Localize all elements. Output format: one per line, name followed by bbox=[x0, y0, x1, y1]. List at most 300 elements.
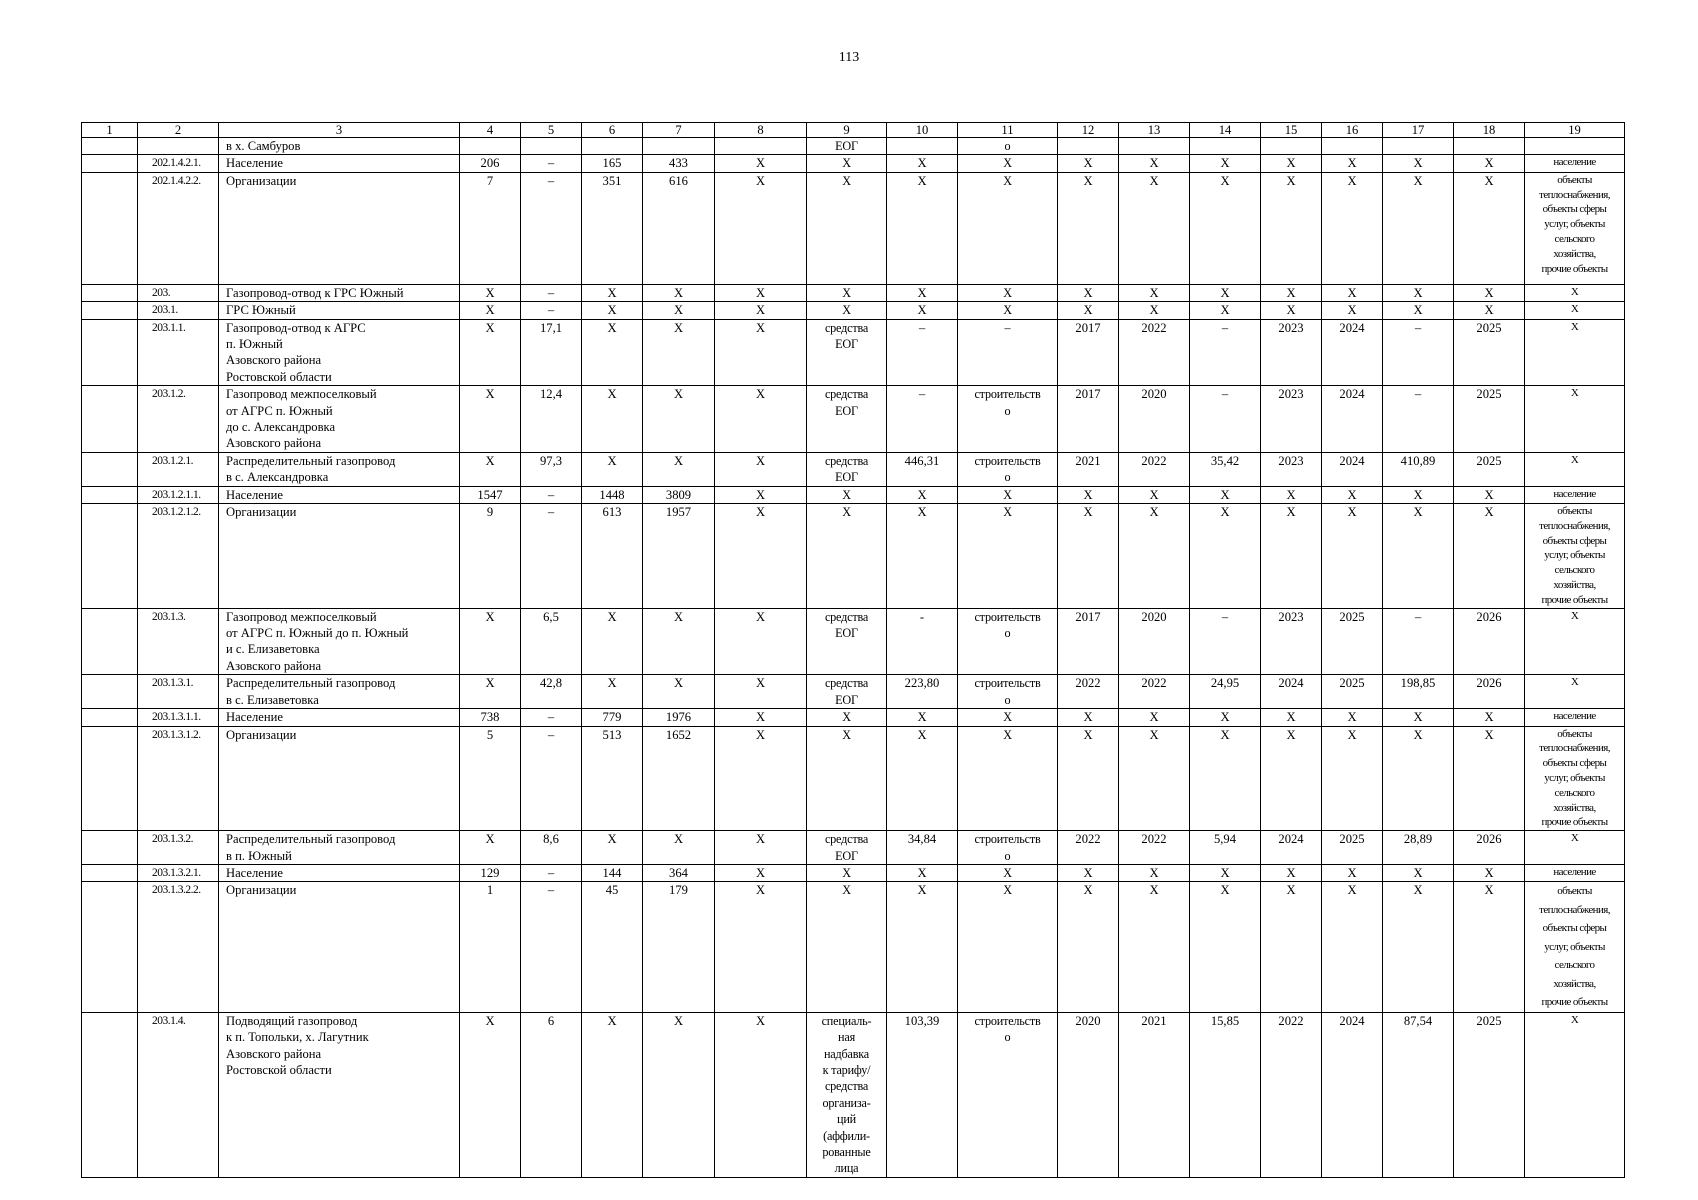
table-cell: Х bbox=[1261, 155, 1322, 172]
table-cell: 103,39 bbox=[887, 1012, 958, 1177]
table-cell bbox=[643, 138, 715, 155]
table-cell: Х bbox=[958, 709, 1058, 726]
table-cell: Х bbox=[1383, 302, 1454, 319]
row-name-cell: Газопровод межпоселковый от АГРС п. Южный до п. Южный и с. Елизаветовка Азовского района bbox=[219, 608, 460, 675]
consumer-note-cell: Х bbox=[1525, 284, 1625, 301]
table-cell: 206 bbox=[460, 155, 521, 172]
table-cell: 165 bbox=[582, 155, 643, 172]
table-cell: Х bbox=[715, 504, 807, 609]
table-cell: Х bbox=[1322, 726, 1383, 831]
table-cell: – bbox=[1383, 608, 1454, 675]
table-cell: 5 bbox=[460, 726, 521, 831]
table-cell: Х bbox=[1454, 284, 1525, 301]
table-cell: Х bbox=[1454, 882, 1525, 1013]
table-cell: Х bbox=[643, 675, 715, 709]
row-name-cell: Население bbox=[219, 864, 460, 881]
table-cell: строительств о bbox=[958, 386, 1058, 453]
table-cell: 2025 bbox=[1322, 675, 1383, 709]
table-cell: 8,6 bbox=[521, 831, 582, 865]
row-code-cell: 203.1.2.1.1. bbox=[138, 486, 219, 503]
table-cell: 2023 bbox=[1261, 319, 1322, 386]
table-cell: 2022 bbox=[1119, 675, 1190, 709]
table-cell: Х bbox=[1190, 284, 1261, 301]
table-cell: Х bbox=[807, 709, 887, 726]
table-cell: Х bbox=[1058, 726, 1119, 831]
table-cell: Х bbox=[887, 709, 958, 726]
column-number: 2 bbox=[138, 123, 219, 138]
table-cell: Х bbox=[1322, 486, 1383, 503]
table-cell: 12,4 bbox=[521, 386, 582, 453]
table-cell: – bbox=[887, 319, 958, 386]
table-cell: Х bbox=[1322, 172, 1383, 284]
table-cell: 2020 bbox=[1119, 608, 1190, 675]
table-cell: средства ЕОГ bbox=[807, 675, 887, 709]
table-cell: Х bbox=[1454, 155, 1525, 172]
table-cell: Х bbox=[643, 831, 715, 865]
table-cell: Х bbox=[887, 155, 958, 172]
table-cell: Х bbox=[1454, 486, 1525, 503]
table-cell: 45 bbox=[582, 882, 643, 1013]
table-cell: Х bbox=[460, 386, 521, 453]
table-cell: Х bbox=[643, 1012, 715, 1177]
table-cell: – bbox=[1190, 319, 1261, 386]
row-name-cell: Газопровод-отвод к АГРС п. Южный Азовского района Ростовской области bbox=[219, 319, 460, 386]
table-cell: 34,84 bbox=[887, 831, 958, 865]
table-cell: 2025 bbox=[1454, 319, 1525, 386]
table-cell: Х bbox=[715, 155, 807, 172]
table-cell: Х bbox=[715, 1012, 807, 1177]
table-cell: 613 bbox=[582, 504, 643, 609]
table-cell: Х bbox=[807, 504, 887, 609]
table-cell: 1652 bbox=[643, 726, 715, 831]
table-cell: Х bbox=[1454, 726, 1525, 831]
table-cell: 24,95 bbox=[1190, 675, 1261, 709]
table-cell: Х bbox=[1322, 155, 1383, 172]
table-cell: 2020 bbox=[1119, 386, 1190, 453]
table-cell: Х bbox=[1261, 302, 1322, 319]
table-cell: 1547 bbox=[460, 486, 521, 503]
table-cell: 2022 bbox=[1119, 319, 1190, 386]
table-cell: 3809 bbox=[643, 486, 715, 503]
table-cell: 1976 bbox=[643, 709, 715, 726]
consumer-note-cell: объекты теплоснабжения, объекты сферы услуг, объекты сельского хозяйства, прочие объекты bbox=[1525, 172, 1625, 284]
table-cell: Х bbox=[1261, 504, 1322, 609]
table-cell: 7 bbox=[460, 172, 521, 284]
table-cell: 2021 bbox=[1119, 1012, 1190, 1177]
table-cell: Х bbox=[643, 386, 715, 453]
table-cell: Х bbox=[1058, 486, 1119, 503]
column-number: 9 bbox=[807, 123, 887, 138]
table-cell: – bbox=[521, 155, 582, 172]
table-cell bbox=[82, 452, 138, 486]
table-cell: Х bbox=[1383, 486, 1454, 503]
table-row bbox=[82, 172, 1625, 284]
table-cell: Х bbox=[1454, 504, 1525, 609]
table-cell: 1448 bbox=[582, 486, 643, 503]
row-name-cell: Организации bbox=[219, 504, 460, 609]
table-cell: Х bbox=[1058, 709, 1119, 726]
table-cell: – bbox=[1190, 386, 1261, 453]
table-cell: Х bbox=[807, 302, 887, 319]
table-cell bbox=[521, 138, 582, 155]
table-cell: Х bbox=[1261, 486, 1322, 503]
table-row bbox=[82, 864, 1625, 881]
row-name-cell: Организации bbox=[219, 882, 460, 1013]
table-cell: 2026 bbox=[1454, 608, 1525, 675]
table-cell: 616 bbox=[643, 172, 715, 284]
table-cell: Х bbox=[1322, 504, 1383, 609]
row-name-cell: Распределительный газопровод в п. Южный bbox=[219, 831, 460, 865]
table-cell: 738 bbox=[460, 709, 521, 726]
table-cell: Х bbox=[1383, 284, 1454, 301]
table-cell: Х bbox=[715, 452, 807, 486]
table-cell: 9 bbox=[460, 504, 521, 609]
table-cell: 2017 bbox=[1058, 386, 1119, 453]
table-cell: 198,85 bbox=[1383, 675, 1454, 709]
table-cell: Х bbox=[1058, 302, 1119, 319]
row-name-cell: Подводящий газопровод к п. Топольки, х. Лагутник Азовского района Ростовской области bbox=[219, 1012, 460, 1177]
table-cell bbox=[82, 1012, 138, 1177]
table-cell: – bbox=[521, 302, 582, 319]
table-cell: 2024 bbox=[1322, 319, 1383, 386]
table-cell: средства ЕОГ bbox=[807, 452, 887, 486]
table-cell: Х bbox=[582, 831, 643, 865]
table-cell bbox=[82, 675, 138, 709]
table-cell: Х bbox=[643, 452, 715, 486]
consumer-note-cell: Х bbox=[1525, 831, 1625, 865]
column-number: 19 bbox=[1525, 123, 1625, 138]
table-cell: 87,54 bbox=[1383, 1012, 1454, 1177]
table-cell bbox=[82, 504, 138, 609]
table-cell: Х bbox=[582, 608, 643, 675]
table-cell: 6 bbox=[521, 1012, 582, 1177]
table-cell: Х bbox=[958, 486, 1058, 503]
table-cell bbox=[82, 319, 138, 386]
table-cell: 179 bbox=[643, 882, 715, 1013]
table-cell: 2022 bbox=[1058, 831, 1119, 865]
table-cell: 223,80 bbox=[887, 675, 958, 709]
table-cell: Х bbox=[1261, 882, 1322, 1013]
table-cell: Х bbox=[582, 284, 643, 301]
table-cell: строительств о bbox=[958, 452, 1058, 486]
table-cell: 2024 bbox=[1261, 831, 1322, 865]
table-cell: 2025 bbox=[1322, 831, 1383, 865]
table-cell: Х bbox=[715, 319, 807, 386]
table-cell: Х bbox=[715, 302, 807, 319]
table-cell: 2022 bbox=[1119, 831, 1190, 865]
table-cell: Х bbox=[582, 302, 643, 319]
row-code-cell: 203.1.3.1.1. bbox=[138, 709, 219, 726]
column-number: 14 bbox=[1190, 123, 1261, 138]
table-cell: 2021 bbox=[1058, 452, 1119, 486]
table-cell: Х bbox=[887, 486, 958, 503]
table-cell: Х bbox=[582, 386, 643, 453]
table-cell: Х bbox=[460, 608, 521, 675]
table-cell: 2022 bbox=[1058, 675, 1119, 709]
table-cell bbox=[82, 302, 138, 319]
row-code-cell: 202.1.4.2.1. bbox=[138, 155, 219, 172]
table-cell: 2025 bbox=[1322, 608, 1383, 675]
row-code-cell: 203.1.3.2.2. bbox=[138, 882, 219, 1013]
table-cell: Х bbox=[582, 319, 643, 386]
table-row bbox=[82, 302, 1625, 319]
row-name-cell: Население bbox=[219, 709, 460, 726]
table-row bbox=[82, 155, 1625, 172]
table-cell: – bbox=[1383, 319, 1454, 386]
consumer-note-cell bbox=[1525, 138, 1625, 155]
page-number: 113 bbox=[838, 50, 860, 65]
table-cell: Х bbox=[460, 452, 521, 486]
table-cell bbox=[82, 284, 138, 301]
table-row bbox=[82, 608, 1625, 675]
table-cell bbox=[82, 726, 138, 831]
table-cell: Х bbox=[1119, 486, 1190, 503]
row-code-cell bbox=[138, 138, 219, 155]
table-cell: Х bbox=[807, 172, 887, 284]
table-cell: – bbox=[887, 386, 958, 453]
table-cell: средства ЕОГ bbox=[807, 831, 887, 865]
table-cell: Х bbox=[715, 608, 807, 675]
table-cell: Х bbox=[715, 864, 807, 881]
table-cell: Х bbox=[958, 882, 1058, 1013]
table-cell: Х bbox=[958, 302, 1058, 319]
table-cell: 2023 bbox=[1261, 386, 1322, 453]
consumer-note-cell: Х bbox=[1525, 452, 1625, 486]
table-row bbox=[82, 386, 1625, 453]
table-cell: – bbox=[521, 172, 582, 284]
table-cell: Х bbox=[1119, 709, 1190, 726]
table-cell: Х bbox=[1190, 155, 1261, 172]
row-name-cell: Газопровод межпоселковый от АГРС п. Южный до с. Александровка Азовского района bbox=[219, 386, 460, 453]
table-cell bbox=[1190, 138, 1261, 155]
table-cell: Х bbox=[715, 486, 807, 503]
table-cell: Х bbox=[715, 726, 807, 831]
table-cell: Х bbox=[1190, 504, 1261, 609]
table-cell: Х bbox=[643, 319, 715, 386]
row-code-cell: 202.1.4.2.2. bbox=[138, 172, 219, 284]
table-cell: 779 bbox=[582, 709, 643, 726]
table-cell: – bbox=[1383, 386, 1454, 453]
table-cell: 2020 bbox=[1058, 1012, 1119, 1177]
table-cell: Х bbox=[1383, 882, 1454, 1013]
row-code-cell: 203.1.3.2. bbox=[138, 831, 219, 865]
table-cell bbox=[715, 138, 807, 155]
table-row bbox=[82, 138, 1625, 155]
table-cell bbox=[1454, 138, 1525, 155]
row-name-cell: Организации bbox=[219, 172, 460, 284]
table-cell: Х bbox=[1454, 172, 1525, 284]
table-cell: Х bbox=[1119, 155, 1190, 172]
table-cell bbox=[82, 864, 138, 881]
table-cell: Х bbox=[1261, 284, 1322, 301]
table-cell: 129 bbox=[460, 864, 521, 881]
table-cell: 2024 bbox=[1261, 675, 1322, 709]
table-cell: специаль- ная надбавка к тарифу/ средства организа- ций (аффили- рованные лица bbox=[807, 1012, 887, 1177]
table-row bbox=[82, 486, 1625, 503]
table-cell: Х bbox=[715, 675, 807, 709]
table-cell: – bbox=[521, 504, 582, 609]
column-number: 3 bbox=[219, 123, 460, 138]
table-cell: 2025 bbox=[1454, 452, 1525, 486]
table-row bbox=[82, 1012, 1625, 1177]
table-cell: Х bbox=[807, 864, 887, 881]
table-cell: Х bbox=[1261, 726, 1322, 831]
table-cell: Х bbox=[1190, 882, 1261, 1013]
table-cell: Х bbox=[1261, 172, 1322, 284]
column-number: 18 bbox=[1454, 123, 1525, 138]
row-name-cell: Распределительный газопровод в с. Александровка bbox=[219, 452, 460, 486]
table-cell: 410,89 bbox=[1383, 452, 1454, 486]
table-cell: – bbox=[521, 882, 582, 1013]
table-cell: 2025 bbox=[1454, 386, 1525, 453]
table-cell: Х bbox=[807, 486, 887, 503]
table-cell: 5,94 bbox=[1190, 831, 1261, 865]
table-cell: 513 bbox=[582, 726, 643, 831]
table-cell: строительств о bbox=[958, 831, 1058, 865]
table-cell: Х bbox=[1058, 882, 1119, 1013]
table-cell: – bbox=[958, 319, 1058, 386]
table-cell: средства ЕОГ bbox=[807, 386, 887, 453]
table-cell: Х bbox=[460, 284, 521, 301]
table-cell: Х bbox=[715, 172, 807, 284]
table-cell: Х bbox=[715, 386, 807, 453]
table-cell: Х bbox=[1322, 882, 1383, 1013]
row-name-cell: Население bbox=[219, 486, 460, 503]
table-cell: Х bbox=[1119, 302, 1190, 319]
table-cell: Х bbox=[1383, 864, 1454, 881]
consumer-note-cell: объекты теплоснабжения, объекты сферы услуг, объекты сельского хозяйства, прочие объекты bbox=[1525, 882, 1625, 1013]
table-cell: Х bbox=[582, 1012, 643, 1177]
table-cell: о bbox=[958, 138, 1058, 155]
consumer-note-cell: население bbox=[1525, 486, 1625, 503]
row-code-cell: 203.1. bbox=[138, 302, 219, 319]
table-cell: Х bbox=[887, 726, 958, 831]
table-cell: Х bbox=[807, 155, 887, 172]
table-cell: Х bbox=[643, 608, 715, 675]
table-cell: Х bbox=[715, 284, 807, 301]
consumer-note-cell: Х bbox=[1525, 386, 1625, 453]
table-cell: Х bbox=[582, 452, 643, 486]
row-name-cell: в х. Самбуров bbox=[219, 138, 460, 155]
table-cell: Х bbox=[958, 155, 1058, 172]
table-cell: 433 bbox=[643, 155, 715, 172]
consumer-note-cell: население bbox=[1525, 709, 1625, 726]
table-cell: Х bbox=[1119, 882, 1190, 1013]
table-cell: – bbox=[521, 486, 582, 503]
table-cell: Х bbox=[460, 302, 521, 319]
table-cell: Х bbox=[1190, 302, 1261, 319]
table-cell: 15,85 bbox=[1190, 1012, 1261, 1177]
table-cell: Х bbox=[1058, 155, 1119, 172]
column-number: 5 bbox=[521, 123, 582, 138]
row-name-cell: Распределительный газопровод в с. Елизаветовка bbox=[219, 675, 460, 709]
table-cell: средства ЕОГ bbox=[807, 319, 887, 386]
table-cell: Х bbox=[1383, 504, 1454, 609]
table-cell: Х bbox=[1190, 486, 1261, 503]
table-cell: Х bbox=[1119, 726, 1190, 831]
table-cell: строительств о bbox=[958, 608, 1058, 675]
table-cell bbox=[1383, 138, 1454, 155]
table-row bbox=[82, 452, 1625, 486]
table-cell: Х bbox=[460, 831, 521, 865]
table-cell: Х bbox=[1383, 709, 1454, 726]
table-cell: Х bbox=[887, 504, 958, 609]
table-cell: 1957 bbox=[643, 504, 715, 609]
table-cell: – bbox=[521, 284, 582, 301]
row-name-cell: Организации bbox=[219, 726, 460, 831]
table-cell: Х bbox=[807, 284, 887, 301]
row-code-cell: 203.1.2.1. bbox=[138, 452, 219, 486]
consumer-note-cell: Х bbox=[1525, 675, 1625, 709]
table-row bbox=[82, 709, 1625, 726]
table-cell: – bbox=[1190, 608, 1261, 675]
table-cell: Х bbox=[643, 302, 715, 319]
table-cell bbox=[82, 486, 138, 503]
consumer-note-cell: объекты теплоснабжения, объекты сферы услуг, объекты сельского хозяйства, прочие объекты bbox=[1525, 726, 1625, 831]
table-cell: 2026 bbox=[1454, 831, 1525, 865]
table-cell: Х bbox=[807, 882, 887, 1013]
table-cell bbox=[82, 386, 138, 453]
table-cell: Х bbox=[1383, 155, 1454, 172]
table-cell bbox=[82, 608, 138, 675]
table-cell: 2017 bbox=[1058, 319, 1119, 386]
table-cell: 2025 bbox=[1454, 1012, 1525, 1177]
table-cell: Х bbox=[1058, 504, 1119, 609]
table-cell: 17,1 bbox=[521, 319, 582, 386]
table-cell: Х bbox=[887, 172, 958, 284]
table-cell bbox=[82, 138, 138, 155]
table-cell: 2026 bbox=[1454, 675, 1525, 709]
table-cell: 35,42 bbox=[1190, 452, 1261, 486]
table-cell: строительств о bbox=[958, 1012, 1058, 1177]
column-number: 11 bbox=[958, 123, 1058, 138]
table-cell: Х bbox=[1119, 504, 1190, 609]
column-number: 8 bbox=[715, 123, 807, 138]
table-cell: Х bbox=[1058, 864, 1119, 881]
table-cell: Х bbox=[1190, 864, 1261, 881]
table-cell: Х bbox=[460, 1012, 521, 1177]
table-cell: Х bbox=[582, 675, 643, 709]
table-cell: 2024 bbox=[1322, 452, 1383, 486]
table-cell: - bbox=[887, 608, 958, 675]
table-cell: 1 bbox=[460, 882, 521, 1013]
column-number: 17 bbox=[1383, 123, 1454, 138]
consumer-note-cell: Х bbox=[1525, 608, 1625, 675]
row-name-cell: Население bbox=[219, 155, 460, 172]
gas-pipeline-table bbox=[81, 122, 1625, 1178]
consumer-note-cell: Х bbox=[1525, 319, 1625, 386]
row-code-cell: 203.1.4. bbox=[138, 1012, 219, 1177]
table-cell: Х bbox=[1058, 284, 1119, 301]
table-cell: – bbox=[521, 709, 582, 726]
row-name-cell: ГРС Южный bbox=[219, 302, 460, 319]
row-code-cell: 203.1.2.1.2. bbox=[138, 504, 219, 609]
row-code-cell: 203.1.3.2.1. bbox=[138, 864, 219, 881]
consumer-note-cell: Х bbox=[1525, 1012, 1625, 1177]
table-row bbox=[82, 284, 1625, 301]
table-cell bbox=[1261, 138, 1322, 155]
table-cell: 446,31 bbox=[887, 452, 958, 486]
table-cell bbox=[82, 882, 138, 1013]
table-row bbox=[82, 675, 1625, 709]
column-number: 1 bbox=[82, 123, 138, 138]
consumer-note-cell: население bbox=[1525, 155, 1625, 172]
table-cell: 6,5 bbox=[521, 608, 582, 675]
row-name-cell: Газопровод-отвод к ГРС Южный bbox=[219, 284, 460, 301]
table-cell: 2022 bbox=[1261, 1012, 1322, 1177]
table-cell: Х bbox=[958, 172, 1058, 284]
column-number: 6 bbox=[582, 123, 643, 138]
